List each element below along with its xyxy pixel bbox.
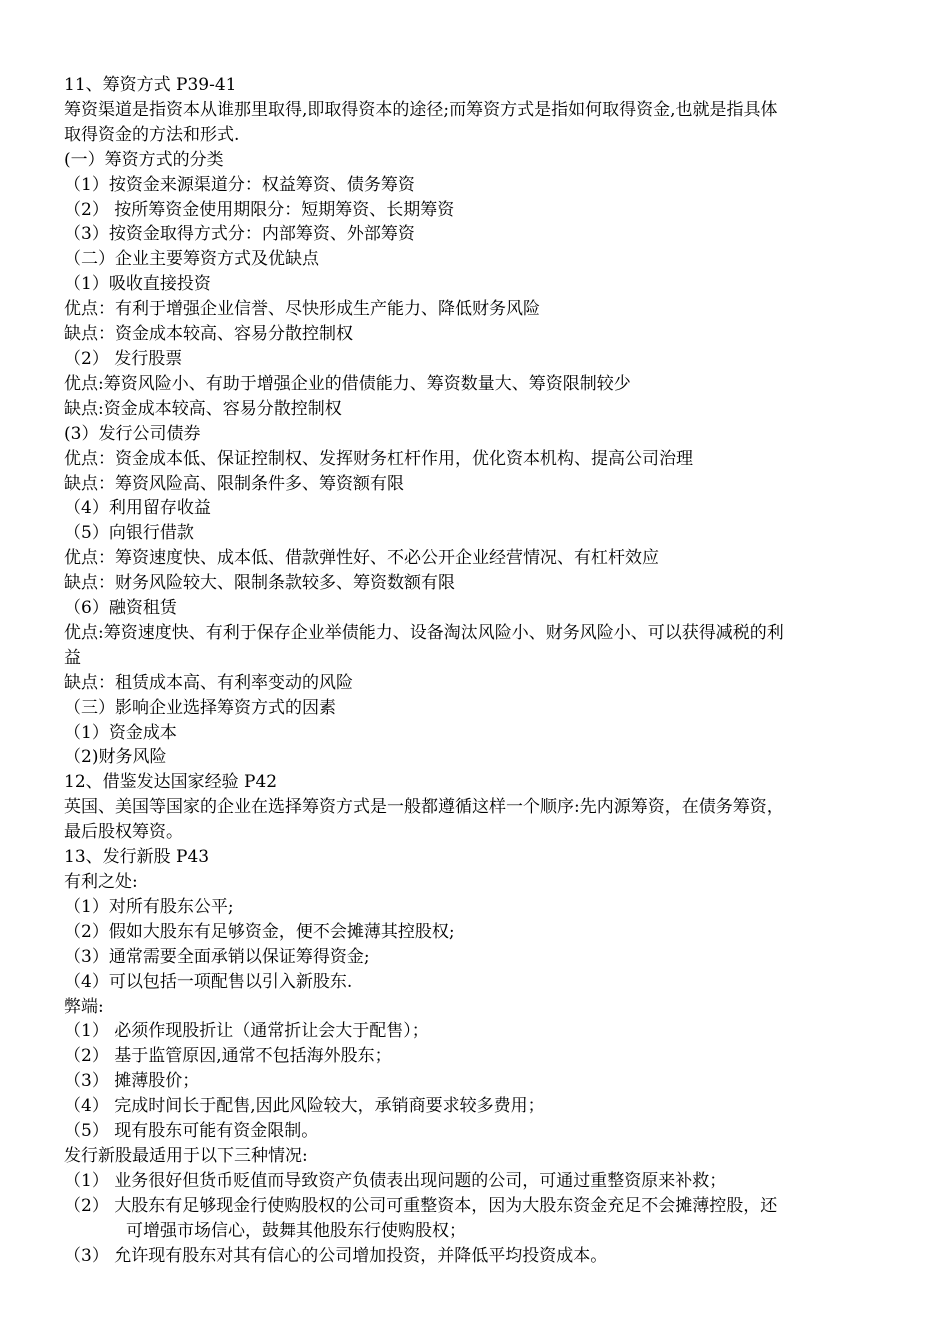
text-line: 优点:筹资速度快、有利于保存企业举债能力、设备淘汰风险小、财务风险小、可以获得减税的利 — [64, 622, 784, 643]
list-item: （1）资金成本 — [64, 722, 177, 743]
text-line: 筹资渠道是指资本从谁那里取得,即取得资本的途径;而筹资方式是指如何取得资金,也就是指具体 — [64, 99, 778, 120]
heading-new-shares: 13、发行新股 P43 — [64, 847, 210, 868]
list-item: （2）假如大股东有足够资金，便不会摊薄其控股权; — [64, 921, 455, 942]
text-line: 优点：资金成本低、保证控制权、发挥财务杠杆作用，优化资本机构、提高公司治理 — [64, 448, 693, 469]
list-item: (3）发行公司债券 — [64, 423, 201, 444]
subheading-applicable-cases: 发行新股最适用于以下三种情况: — [64, 1145, 308, 1166]
list-item: （1）对所有股东公平; — [64, 896, 234, 917]
document-page — [64, 73, 890, 1269]
text-line: 英国、美国等国家的企业在选择筹资方式是一般都遵循这样一个顺序:先内源筹资，在债务筹资， — [64, 797, 784, 818]
list-item: （1） 必须作现股折让（通常折让会大于配售）； — [64, 1021, 429, 1042]
list-item: （2） 按所筹资金使用期限分：短期筹资、长期筹资 — [64, 199, 455, 220]
text-line: 缺点：筹资风险高、限制条件多、筹资额有限 — [64, 473, 404, 494]
section-heading: （三）影响企业选择筹资方式的因素 — [64, 697, 336, 718]
subheading-advantages: 有利之处: — [64, 872, 138, 892]
text-line: 缺点:资金成本较高、容易分散控制权 — [64, 398, 342, 419]
text-line: 益 — [64, 647, 81, 668]
text-line: 取得资金的方法和形式. — [64, 124, 240, 145]
list-item: （3）按资金取得方式分：内部筹资、外部筹资 — [64, 224, 415, 245]
text-line: 缺点：资金成本较高、容易分散控制权 — [64, 324, 353, 345]
list-item: （3） 允许现有股东对其有信心的公司增加投资，并降低平均投资成本。 — [64, 1245, 608, 1266]
text-line: 最后股权筹资。 — [64, 822, 183, 843]
subheading-disadvantages: 弊端: — [64, 996, 104, 1017]
text-line: 优点：筹资速度快、成本低、借款弹性好、不必公开企业经营情况、有杠杆效应 — [64, 548, 659, 569]
section-heading: （二）企业主要筹资方式及优缺点 — [64, 249, 319, 270]
list-item: （4） 完成时间长于配售,因此风险较大，承销商要求较多费用； — [64, 1096, 545, 1117]
list-item: （1）按资金来源渠道分：权益筹资、债务筹资 — [64, 174, 415, 195]
list-item: （3）通常需要全面承销以保证筹得资金; — [64, 946, 370, 967]
list-item: （4）利用留存收益 — [64, 498, 211, 519]
list-item: （5） 现有股东可能有资金限制。 — [64, 1121, 319, 1142]
list-item-continuation: 可增强市场信心，鼓舞其他股东行使购股权； — [126, 1220, 466, 1241]
list-item: （2） 基于监管原因,通常不包括海外股东； — [64, 1046, 392, 1067]
list-item: （1） 业务很好但货币贬值而导致资产负债表出现问题的公司，可通过重整资原来补救； — [64, 1170, 727, 1191]
list-item: （2） 发行股票 — [64, 348, 183, 369]
list-item: （5）向银行借款 — [64, 523, 194, 544]
list-item: （1）吸收直接投资 — [64, 274, 211, 295]
text-line: 缺点：财务风险较大、限制条款较多、筹资数额有限 — [64, 573, 455, 594]
list-item: （3） 摊薄股价； — [64, 1071, 200, 1092]
list-item: （2)财务风险 — [64, 747, 167, 768]
heading-financing-methods: 11、筹资方式 P39-41 — [64, 75, 237, 95]
text-line: 缺点：租赁成本高、有利率变动的风险 — [64, 672, 353, 693]
section-heading: (一）筹资方式的分类 — [64, 149, 224, 170]
text-line: 优点:筹资风险小、有助于增强企业的借债能力、筹资数量大、筹资限制较少 — [64, 373, 631, 394]
text-line: 优点：有利于增强企业信誉、尽快形成生产能力、降低财务风险 — [64, 299, 540, 320]
list-item: （2） 大股东有足够现金行使购股权的公司可重整资本，因为大股东资金充足不会摊薄控股，还 — [64, 1195, 778, 1216]
list-item: （6）融资租赁 — [64, 598, 177, 619]
heading-developed-countries: 12、借鉴发达国家经验 P42 — [64, 772, 278, 793]
list-item: （4）可以包括一项配售以引入新股东. — [64, 971, 353, 992]
